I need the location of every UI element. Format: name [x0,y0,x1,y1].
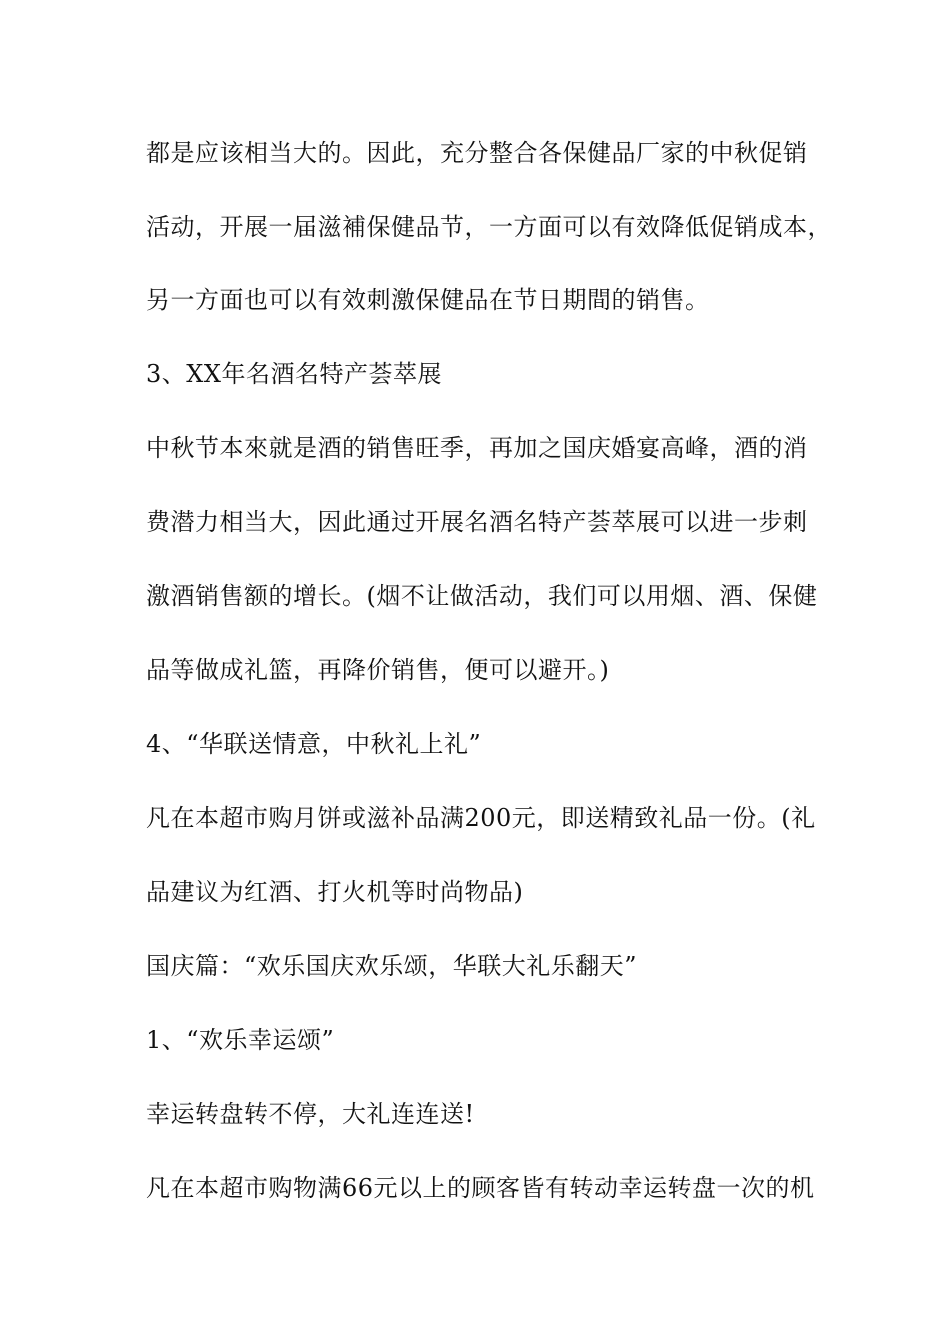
section-heading: 4、“华联送情意，中秋礼上礼” [146,730,482,758]
paragraph-line: 幸运转盘转不停，大礼连连送! [146,1100,475,1128]
section-heading: 1、“欢乐幸运颂” [146,1026,335,1054]
paragraph-line: 品等做成礼篮，再降价销售，便可以避开。) [146,656,610,684]
paragraph-line: 中秋节本來就是酒的销售旺季，再加之国庆婚宴高峰，酒的消 [146,434,808,462]
paragraph-line: 品建议为红酒、打火机等时尚物品) [146,878,524,906]
paragraph-line: 另一方面也可以有效刺激保健品在节日期間的销售。 [146,286,710,314]
paragraph-line: 凡在本超市购物满66元以上的顾客皆有转动幸运转盘一次的机 [146,1174,815,1202]
paragraph-line: 活动，开展一届滋補保健品节，一方面可以有效降低促销成本， [146,213,832,241]
paragraph-line: 都是应该相当大的。因此，充分整合各保健品厂家的中秋促销 [146,139,808,167]
paragraph-line: 激酒销售额的增长。(烟不让做活动，我们可以用烟、酒、保健 [146,582,818,610]
section-heading: 国庆篇：“欢乐国庆欢乐颂，华联大礼乐翻天” [146,952,638,980]
paragraph-line: 费潜力相当大，因此通过开展名酒名特产荟萃展可以进一步刺 [146,508,808,536]
paragraph-line: 凡在本超市购月饼或滋补品满200元，即送精致礼品一份。(礼 [146,804,816,832]
section-heading: 3、XX年名酒名特产荟萃展 [146,360,442,388]
